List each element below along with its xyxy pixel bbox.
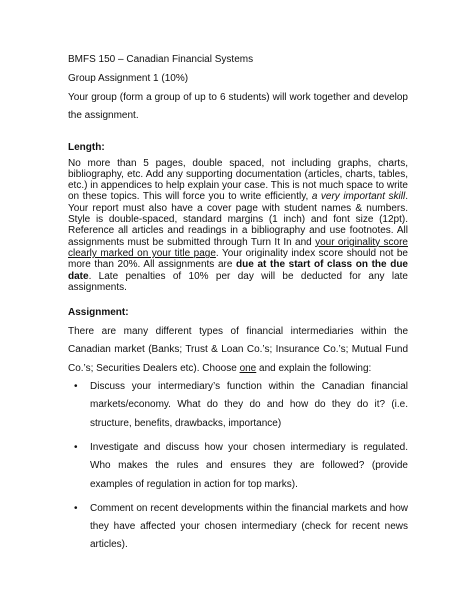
list-item xyxy=(68,439,408,494)
intro-paragraph: Your group (form a group of up to 6 students) will work together and develop the assignment. xyxy=(68,92,408,122)
list-item xyxy=(68,378,408,433)
list-item xyxy=(68,500,408,555)
length-text-3: . Your originality index score should not be more than 20%. All assignments are xyxy=(68,247,408,271)
assignment-text-2: and explain the following: xyxy=(256,362,372,374)
bullet-icon: • xyxy=(74,381,78,393)
assignment-underline-text: one xyxy=(239,362,257,374)
course-title: BMFS 150 – Canadian Financial Systems xyxy=(68,54,254,65)
assignment-text-1: There are many different types of financial intermediaries within the Canadian market (Banks; Trust & Loan Co.’s; Insurance Co.’s; Mutual Fund Co.’s; Securities Dealers etc). Choose xyxy=(68,326,408,374)
bullet-icon: • xyxy=(74,502,78,514)
assignment-title: Group Assignment 1 (10%) xyxy=(68,72,189,84)
bullet-icon: • xyxy=(74,441,78,453)
length-heading: Length: xyxy=(68,141,105,153)
length-bold-text: due at the start of class on the due date xyxy=(68,259,408,282)
assignment-paragraph xyxy=(68,323,408,378)
length-text-1: No more than 5 pages, double spaced, not including graphs, charts, bibliography, etc. Add any supporting documentation (articles, charts, tables, etc.) in appendices to help explain your case. This is not much space to write on these topics. This will force you to write efficiently, xyxy=(68,157,408,203)
assignment-heading: Assignment: xyxy=(68,307,129,319)
list-item-text: Investigate and discuss how your chosen intermediary is regulated. Who makes the rules and ensures they are followed? (provide examples of regulation in action for top marks). xyxy=(90,441,408,490)
list-item-text: Discuss your intermediary’s function within the Canadian financial markets/economy. What do they do and how do they do it? (i.e. structure, benefits, drawbacks, importance) xyxy=(90,381,408,429)
length-text-4: . Late penalties of 10% per day will be deducted for any late assignments. xyxy=(68,270,408,293)
length-italic-text: a very important skill xyxy=(311,191,406,203)
length-paragraph xyxy=(68,158,408,294)
length-underline-text: your originality score clearly marked on your title page xyxy=(68,236,408,259)
assignment-bullet-list xyxy=(68,378,408,555)
document-body xyxy=(68,52,408,561)
list-item-text: Comment on recent developments within the financial markets and how they have affected your chosen intermediary (check for recent news articles). xyxy=(90,502,408,551)
length-text-2: . Your report must also have a cover page with student names & numbers. Style is double-spaced, standard margins (1 inch) and font size (12pt). Reference all articles and readings in a bibliography and use footnotes. All assignments must be submitted through Turn It In and xyxy=(68,191,409,248)
